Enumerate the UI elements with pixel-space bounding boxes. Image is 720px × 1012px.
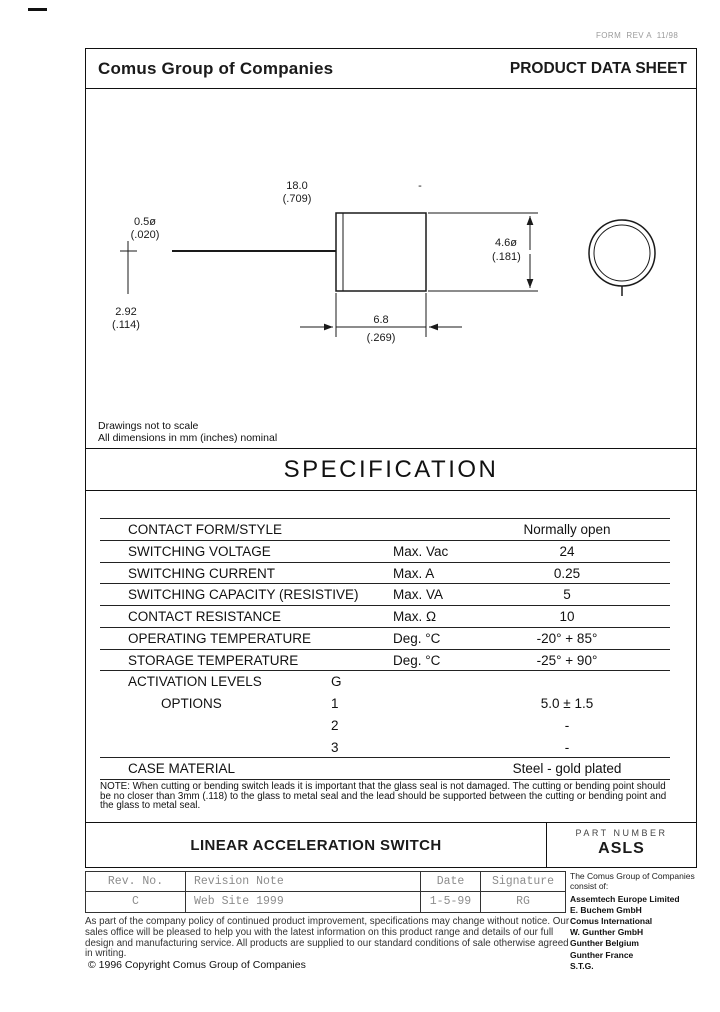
spec-level: G <box>331 674 342 690</box>
dim-lead-length-mm: 2.92 <box>115 306 137 318</box>
switch-body <box>336 213 426 291</box>
part-number-cell <box>546 823 696 868</box>
companies-intro-line2: consist of: <box>570 880 609 891</box>
company-list-item: Comus International <box>570 916 653 926</box>
company-list-item: Assemtech Europe Limited <box>570 893 680 904</box>
part-number-label: PART NUMBER <box>575 828 668 838</box>
spec-row <box>100 563 670 585</box>
drawing-note-scale: Drawings not to scale <box>98 420 199 432</box>
spec-units: Deg. °C <box>393 652 441 668</box>
dim-overall-length-mm: 18.0 <box>286 180 308 192</box>
revision-header-signature: Signature <box>481 872 565 892</box>
revision-cell-rev-no: C <box>86 892 186 912</box>
spec-units: Max. A <box>393 565 435 581</box>
spec-note: NOTE: When cutting or bending switch leads it is important that the glass seal is not damaged. The cutting or bending point should be no closer than 3mm (.118) to the glass to metal seal and the lead should be supported between the cutting or bending point and the glass to metal seal. <box>100 781 667 812</box>
spec-units: Deg. °C <box>393 630 441 646</box>
dim-lead-diameter-mm: 0.5ø <box>133 216 157 228</box>
spec-row <box>100 671 670 693</box>
spec-units: Max. Vac <box>393 543 449 559</box>
dim-overall-length-in: (.709) <box>282 193 312 205</box>
product-name-cell <box>86 823 546 868</box>
dim-body-diameter-in: (.181) <box>492 251 521 263</box>
drawing-note-units: All dimensions in mm (inches) nominal <box>98 432 278 444</box>
document-title: PRODUCT DATA SHEET <box>509 59 687 77</box>
dim-body-length-in: (.269) <box>366 332 396 344</box>
company-list-item: Gunther Belgium <box>570 938 639 949</box>
revision-cell-date: 1-5-99 <box>421 892 481 912</box>
end-view-inner-circle <box>594 225 650 281</box>
spec-row <box>100 758 670 780</box>
companies-list <box>570 894 702 972</box>
spec-row <box>100 606 670 628</box>
revision-table <box>85 871 566 913</box>
spec-row <box>100 541 670 563</box>
spec-parameter: OPTIONS <box>161 696 222 711</box>
spec-table <box>100 518 670 780</box>
revision-header-rev-no: Rev. No. <box>86 872 186 892</box>
specification-title-band <box>86 449 696 491</box>
company-list-item: S.T.G. <box>570 960 594 971</box>
scan-artifact <box>28 8 47 11</box>
spec-units: Max. Ω <box>393 609 437 624</box>
revision-header-note: Revision Note <box>186 872 421 892</box>
spec-value: 24 <box>559 543 575 559</box>
spec-value: - <box>564 739 570 755</box>
spec-parameter: CONTACT RESISTANCE <box>128 609 282 624</box>
spec-units: Max. VA <box>393 587 444 603</box>
spec-parameter: SWITCHING VOLTAGE <box>128 543 271 559</box>
spec-value: -20° + 85° <box>536 630 598 646</box>
switch-outline-drawing <box>86 89 698 449</box>
spec-level: 3 <box>331 739 339 755</box>
companies-block <box>570 872 702 972</box>
product-name: LINEAR ACCELERATION SWITCH <box>190 837 442 854</box>
spec-value: 5.0 ± 1.5 <box>540 696 594 711</box>
end-view-outer-circle <box>589 220 655 286</box>
spec-parameter: OPERATING TEMPERATURE <box>128 630 312 646</box>
spec-level: 1 <box>331 696 339 711</box>
company-list-item: W. Gunther GmbH <box>570 927 644 938</box>
title-block-band <box>86 822 696 868</box>
company-list-item: Gunther France <box>570 949 634 960</box>
company-name: Comus Group of Companies <box>98 58 334 78</box>
drawing-notes <box>98 420 277 444</box>
specification-title: SPECIFICATION <box>283 455 499 483</box>
spec-value: -25° + 90° <box>536 652 598 668</box>
spec-row <box>100 584 670 606</box>
spec-parameter: SWITCHING CAPACITY (RESISTIVE) <box>128 587 359 603</box>
form-reference: FORM REV A 11/98 <box>596 31 679 40</box>
spec-value: 5 <box>563 587 571 603</box>
dim-body-diameter-mm: 4.6ø <box>495 237 518 249</box>
spec-row <box>100 628 670 650</box>
spec-value: 0.25 <box>553 565 581 581</box>
company-list-item: E. Buchem GmbH <box>570 904 642 915</box>
dim-overall-length-tolerance: - <box>418 180 422 192</box>
disclaimer: As part of the company policy of continued product improvement, specifications may change without notice. Our sales office will be pleased to help you with the latest information on this product range and details of our full design and manufacturing service. All products are supplied to our standard conditions of sale otherwise agreed in writing. <box>85 916 570 960</box>
spec-row <box>100 650 670 672</box>
dim-body-length-mm: 6.8 <box>373 314 389 326</box>
spec-row <box>100 693 670 715</box>
technical-drawing <box>86 89 696 449</box>
spec-level: 2 <box>331 717 339 733</box>
spec-parameter: CONTACT FORM/STYLE <box>128 522 283 537</box>
revision-cell-signature: RG <box>516 895 530 908</box>
spec-parameter: STORAGE TEMPERATURE <box>128 652 299 668</box>
dim-lead-diameter-in: (.020) <box>130 229 160 241</box>
revision-cell-note: Web Site 1999 <box>186 892 421 912</box>
sheet-border-box <box>85 48 697 868</box>
spec-value: Normally open <box>523 522 611 537</box>
spec-row <box>100 519 670 541</box>
spec-parameter: ACTIVATION LEVELS <box>128 674 262 690</box>
copyright: © 1996 Copyright Comus Group of Companies <box>88 959 306 971</box>
revision-header-date: Date <box>421 872 481 892</box>
sheet-header <box>86 49 696 89</box>
companies-intro-line1: The Comus Group of Companies <box>570 871 695 881</box>
spec-value: 10 <box>559 609 575 624</box>
spec-value: Steel - gold plated <box>512 761 622 777</box>
dim-lead-length-in: (.114) <box>112 319 140 331</box>
spec-parameter: CASE MATERIAL <box>128 761 236 777</box>
spec-value: - <box>564 717 570 733</box>
spec-parameter: SWITCHING CURRENT <box>128 565 275 581</box>
spec-row <box>100 715 670 737</box>
spec-row <box>100 737 670 759</box>
part-number: ASLS <box>598 840 645 857</box>
